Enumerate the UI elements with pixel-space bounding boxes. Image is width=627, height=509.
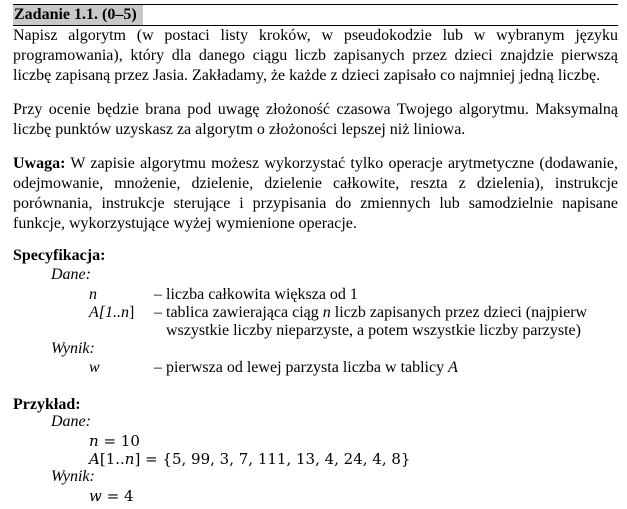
remark-body: W zapisie algorytmu możesz wykorzystać tylko operacje arytmetyczne (dodawanie, odejmowanie, mnożenie, dzielenie, dzielenie całkowite, reszta z dzielenia), instrukcje porównania, instrukcje sterujące i przypisania do zmiennych lub samodzielnie napisane funkcje, wykorzystujące wyżej wymienione operacje. [13, 155, 618, 232]
example-n-value: n = 10 [89, 432, 140, 450]
example-w-value: w = 4 [89, 487, 134, 505]
complexity-note [13, 100, 618, 140]
spec-w-description: – pierwsza od lewej parzysta liczba w tablicy A [154, 359, 458, 376]
complexity-note-text: Przy ocenie będzie brana pod uwagę złożoność czasowa Twojego algorytmu. Maksymalną liczbę punktów uzyskasz za algorytm o złożoności lepszej niż liniowa. [13, 101, 618, 138]
spec-array-description-cont: wszystkie liczby nieparzyste, a potem wszystkie liczby parzyste) [166, 322, 581, 339]
spec-output-label: Wynik: [51, 340, 95, 357]
remark-paragraph [13, 154, 618, 234]
spec-title: Specyfikacja: [13, 247, 106, 264]
spec-input-label: Dane: [51, 266, 91, 283]
task-header: Zadanie 1.1. (0–5) [13, 5, 143, 25]
example-output-label: Wynik: [51, 468, 95, 485]
spec-n-variable: n [89, 286, 97, 303]
spec-w-variable: w [89, 359, 100, 376]
task-description-text: Napisz algorytm (w postaci listy kroków, w pseudokodzie lub w wybranym języku programowania), który dla danego ciągu liczb zapisanych przez dzieci znajdzie pierwszą liczbę zapisaną przez Jasia. Zakładamy, że każde z dzieci zapisało co najmniej jedną liczbę. [13, 27, 618, 84]
remark-label: Uwaga: [13, 155, 66, 172]
spec-array-description: – tablica zawierająca ciąg n liczb zapisanych przez dzieci (najpierw [154, 304, 588, 321]
task-header-row [13, 4, 618, 26]
remark-text [13, 154, 618, 234]
task-description [13, 26, 618, 86]
spec-n-description: – liczba całkowita większa od 1 [154, 286, 358, 303]
example-array-value: A[1..n] = {5, 99, 3, 7, 111, 13, 4, 24, 4, 8} [89, 450, 411, 468]
example-input-label: Dane: [51, 413, 91, 430]
spec-array-variable: A[1..n] [89, 304, 135, 321]
example-title: Przykład: [13, 396, 81, 413]
